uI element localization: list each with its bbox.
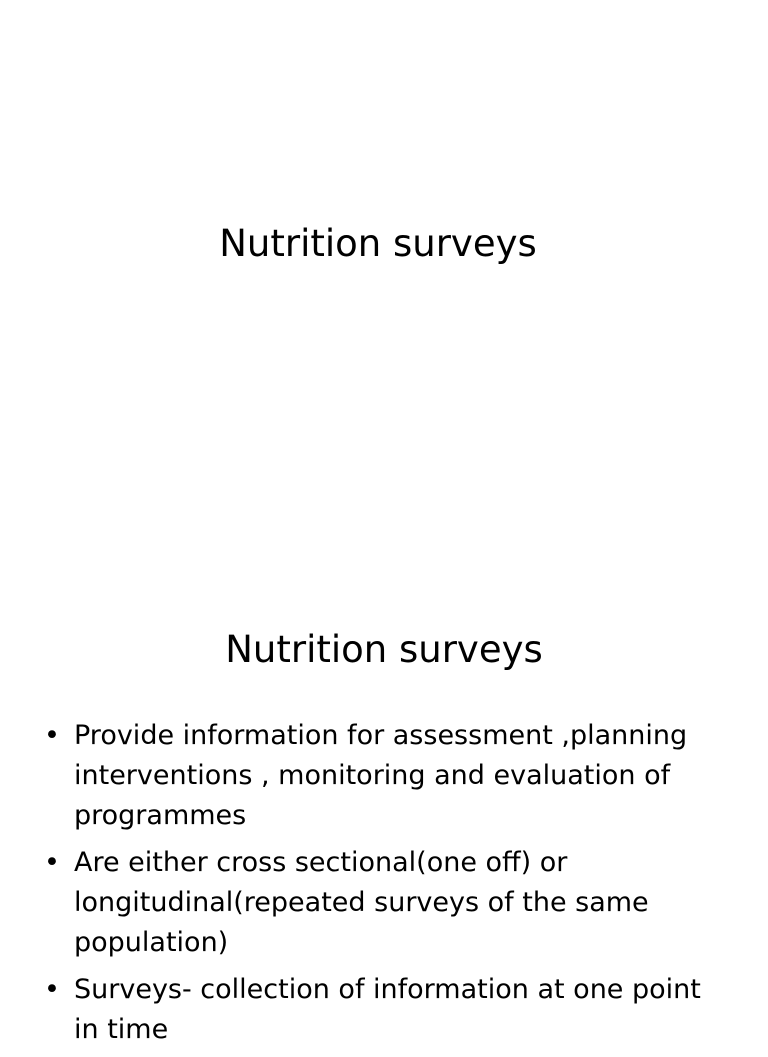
slide-heading: Nutrition surveys [225,628,543,671]
bullet-icon: • [44,720,60,751]
bullet-item [0,970,768,1050]
content-slide [0,576,768,1045]
bullet-list [0,716,768,1057]
slide-title: Nutrition surveys [219,222,537,265]
bullet-text: Surveys- collection of information at one point in time [74,974,701,1045]
bullet-item [0,716,768,836]
bullet-text: Provide information for assessment ,planning interventions , monitoring and evaluation of programmes [74,720,688,831]
bullet-icon: • [44,974,60,1005]
bullet-item [0,843,768,963]
bullet-text: Are either cross sectional(one off) or longitudinal(repeated surveys of the same population) [74,847,649,958]
bullet-icon: • [44,847,60,878]
